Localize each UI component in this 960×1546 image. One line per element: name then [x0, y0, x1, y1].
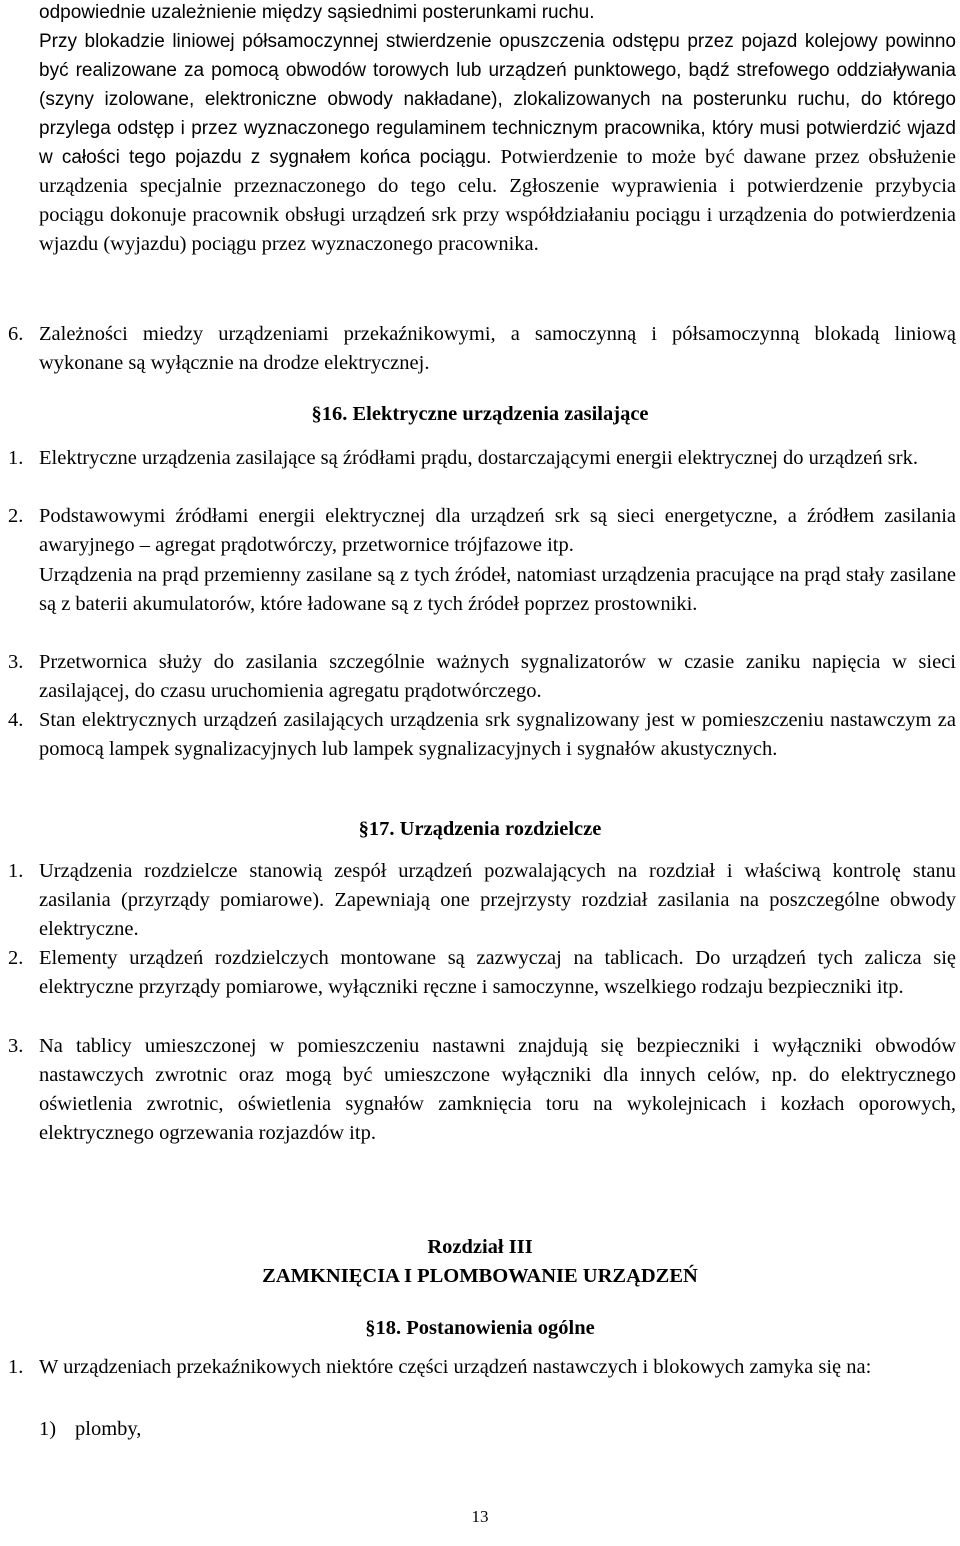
list-item — [8, 502, 956, 560]
list-item — [8, 706, 956, 764]
list-item — [8, 857, 956, 944]
blokada-text-2: Potwierdzenie to może być dawane przez obsłużenie urządzenia specjalnie przeznaczonego do tego celu. — [39, 146, 957, 197]
section-heading-18: §18. Postanowienia ogólne — [365, 1317, 595, 1339]
list-item-continuation: Urządzenia na prąd przemienny zasilane są z tych źródeł, natomiast urządzenia pracujące na prąd stały zasilane są z baterii akumulatorów, które ładowane są z tych źródeł poprzez prostowniki. — [39, 564, 956, 615]
list-item — [8, 1353, 956, 1382]
item-text: Stan elektrycznych urządzeń zasilających urządzenia srk sygnalizowany jest w pomieszczeniu nastawczym za pomocą lampek sygnalizacyjnych lub lampek sygnalizacyjnych i sygnałów akustycznych. — [39, 709, 956, 760]
list-item — [8, 1032, 956, 1148]
blokada-text: Przy blokadzie liniowej półsamoczynnej stwierdzenie opuszczenia odstępu przez pojazd kolejowy powinno być realizowane za pomocą obwodów torowych lub urządzeń punktowego, bądź strefowego oddziaływania (szyny izolowane, elektroniczne obwody nakładane), zlokalizowanych na posterunku ruchu, do którego przylega odstęp i przez wyznaczonego regulaminem technicznym pracownika, który musi potwierdzić wjazd w całości tego pojazdu z sygnałem końca pociągu. — [39, 31, 956, 168]
list-item — [8, 648, 956, 706]
chapter-subtitle: ZAMKNIĘCIA I PLOMBOWANIE URZĄDZEŃ — [262, 1265, 698, 1287]
blokada-paragraph — [39, 27, 956, 259]
blokada-text-3: Zgłoszenie wyprawienia i potwierdzenie przybycia pociągu dokonuje pracownik obsługi urządzeń srk przy współdziałaniu pociągu i urządzenia do potwierdzenia wjazdu (wyjazdu) pociągu przez wyznaczonego pracownika. — [39, 175, 956, 255]
item-number: 1. — [8, 447, 24, 469]
page-number: 13 — [471, 1507, 489, 1526]
item-text: Elementy urządzeń rozdzielczych montowane są zazwyczaj na tablicach. Do urządzeń tych zalicza się elektryczne przyrządy pomiarowe, wyłączniki ręczne i samoczynne, wszelkiego rodzaju bezpieczniki itp. — [39, 947, 956, 998]
section-heading-17: §17. Urządzenia rozdzielcze — [358, 818, 602, 840]
item-number: 1. — [8, 1356, 24, 1378]
sub-list-item — [39, 1415, 956, 1444]
sub-item-text: plomby, — [75, 1418, 142, 1440]
item-number: 2. — [8, 947, 24, 969]
item-number: 3. — [8, 651, 24, 673]
list-item — [8, 444, 956, 473]
sub-item-number: 1) — [39, 1418, 57, 1440]
item-text: Zależności miedzy urządzeniami przekaźnikowymi, a samoczynną i półsamoczynną blokadą liniową wykonane są wyłącznie na drodze elektrycznej. — [39, 323, 956, 374]
item-text: Elektryczne urządzenia zasilające są źródłami prądu, dostarczającymi energii elektrycznej do urządzeń srk. — [39, 447, 918, 469]
list-item — [8, 944, 956, 1002]
item-text: Urządzenia rozdzielcze stanowią zespół urządzeń pozwalających na rozdział i właściwą kontrolę stanu zasilania (przyrządy pomiarowe). Zapewniają one przejrzysty rozdział zasilania na poszczególne obwody elektryczne. — [39, 860, 956, 940]
chapter-title: Rozdział III — [427, 1236, 533, 1258]
item-text: Na tablicy umieszczonej w pomieszczeniu nastawni znajdują się bezpieczniki i wyłączniki obwodów nastawczych zwrotnic oraz mogą być umieszczone wyłączniki dla innych celów, np. do elektrycznego oświetlenia zwrotnic, oświetlenia sygnałów zamknięcia toru na wykolejnicach i kozłach oporowych, elektrycznego ogrzewania rozjazdów itp. — [39, 1035, 956, 1144]
continuation-line: odpowiednie uzależnienie między sąsiednimi posterunkami ruchu. — [39, 2, 595, 23]
item-number: 3. — [8, 1035, 24, 1057]
list-item — [8, 320, 956, 378]
item-number: 1. — [8, 860, 24, 882]
section-heading-16: §16. Elektryczne urządzenia zasilające — [311, 403, 649, 425]
item-text: Podstawowymi źródłami energii elektrycznej dla urządzeń srk są sieci energetyczne, a źródłem zasilania awaryjnego – agregat prądotwórczy, przetwornice trójfazowe itp. — [39, 505, 956, 556]
item-text: Przetwornica służy do zasilania szczególnie ważnych sygnalizatorów w czasie zaniku napięcia w sieci zasilającej, do czasu uruchomienia agregatu prądotwórczego. — [39, 651, 956, 702]
item-number: 2. — [8, 505, 24, 527]
item-number: 6. — [8, 323, 24, 345]
item-number: 4. — [8, 709, 24, 731]
item-text: W urządzeniach przekaźnikowych niektóre części urządzeń nastawczych i blokowych zamyka się na: — [39, 1356, 872, 1378]
